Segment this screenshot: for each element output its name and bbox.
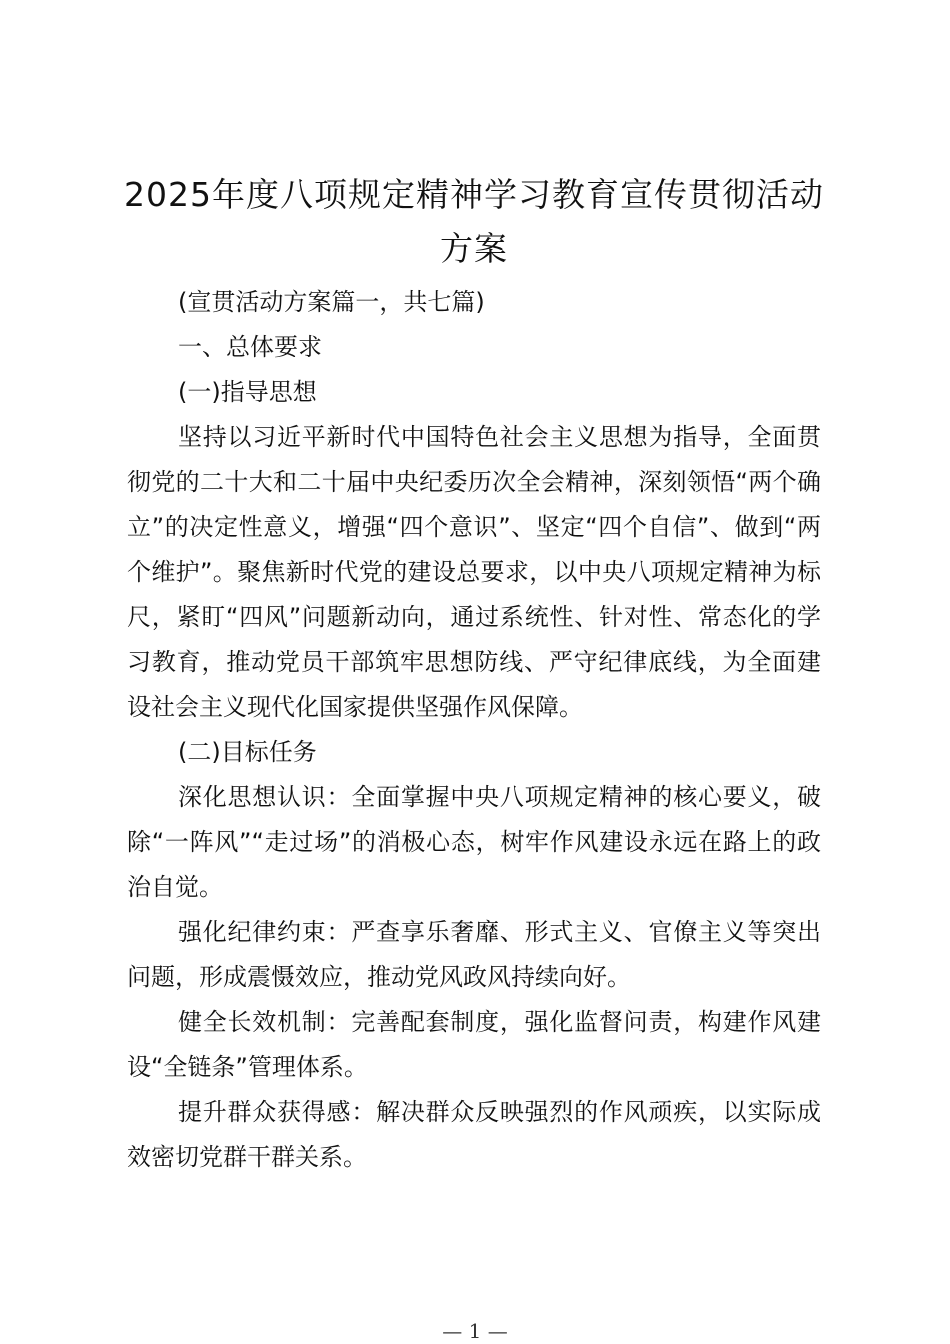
body-paragraph-strengthen-discipline: 强化纪律约束：严查享乐奢靡、形式主义、官僚主义等突出问题，形成震慑效应，推动党风政风持续向好。 xyxy=(127,918,821,991)
subtitle-note: (宣贯活动方案篇一，共七篇) xyxy=(178,288,485,316)
body-paragraph-guiding-ideology: 坚持以习近平新时代中国特色社会主义思想为指导，全面贯彻党的二十大和二十届中央纪委历次全会精神，深刻领悟“两个确立”的决定性意义，增强“四个意识”、坚定“四个自信”、做到“两个维护”。聚焦新时代党的建设总要求，以中央八项规定精神为标尺，紧盯“四风”问题新动向，通过系统性、针对性、常态化的学习教育，推动党员干部筑牢思想防线、严守纪律底线，为全面建设社会主义现代化国家提供坚强作风保障。 xyxy=(127,423,821,721)
body-paragraph-public-satisfaction: 提升群众获得感：解决群众反映强烈的作风顽疾，以实际成效密切党群干群关系。 xyxy=(127,1098,821,1171)
body-paragraph-long-term-mechanism: 健全长效机制：完善配套制度，强化监督问责，构建作风建设“全链条”管理体系。 xyxy=(127,1008,821,1081)
section-heading-general-requirements: 一、总体要求 xyxy=(178,333,322,361)
document-page xyxy=(124,168,824,1180)
subsection-heading-guiding-ideology: (一)指导思想 xyxy=(178,378,317,406)
document-title: 2025年度八项规定精神学习教育宣传贯彻活动方案 xyxy=(124,175,824,268)
subsection-heading-goals: (二)目标任务 xyxy=(178,738,317,766)
body-paragraph-deepen-understanding: 深化思想认识：全面掌握中央八项规定精神的核心要义，破除“一阵风”“走过场”的消极心态，树牢作风建设永远在路上的政治自觉。 xyxy=(127,783,821,901)
page-number: — 1 — xyxy=(442,1319,508,1343)
